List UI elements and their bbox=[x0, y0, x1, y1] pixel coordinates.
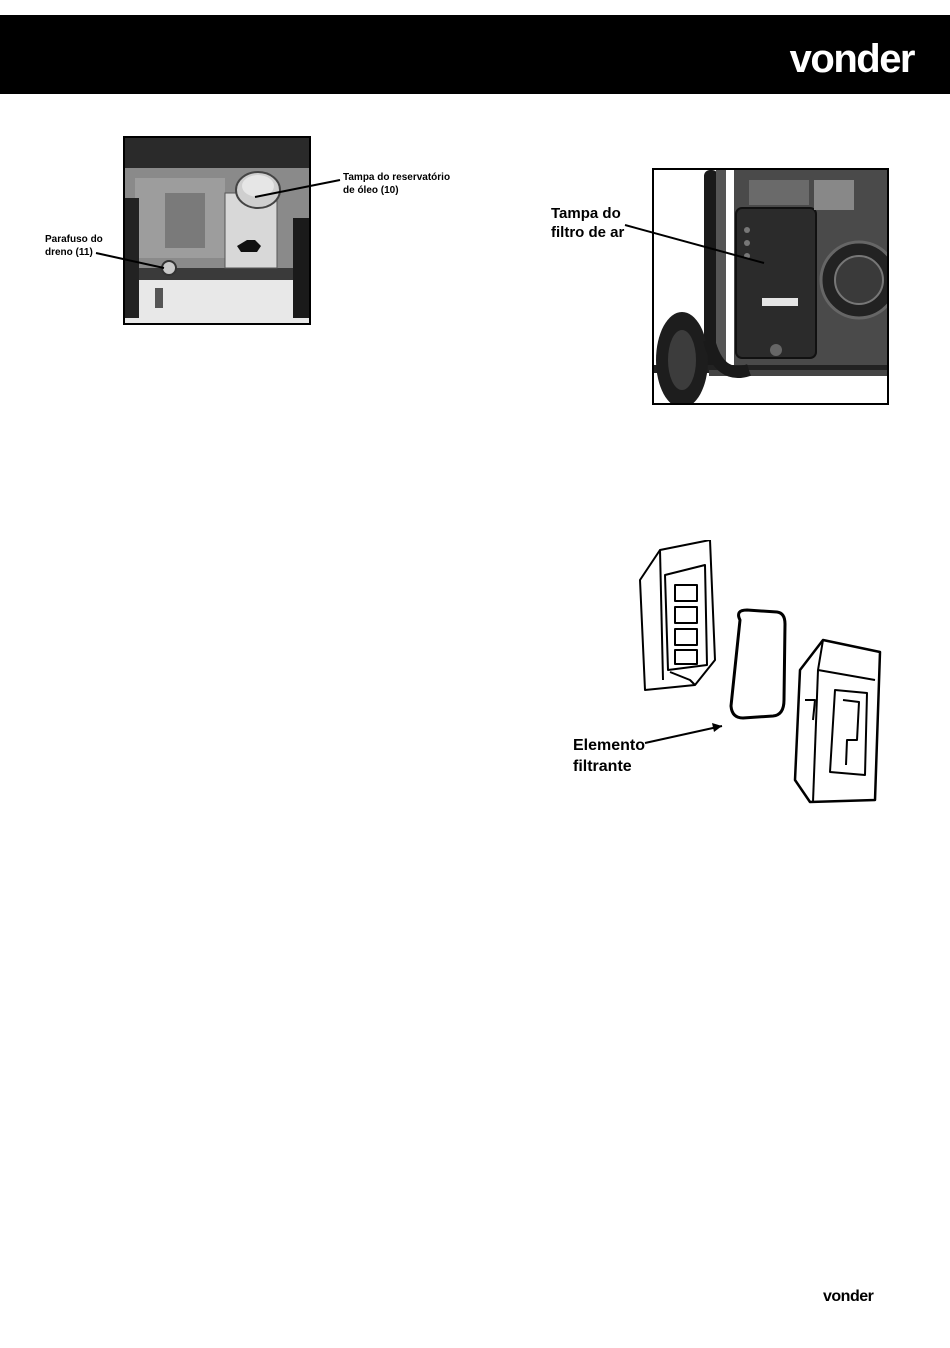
air-filter-cover-label bbox=[551, 204, 641, 242]
air-filter-cover-label-line1: Tampa do bbox=[551, 205, 621, 222]
air-filter-cover-label-line2: filtro de ar bbox=[551, 224, 625, 241]
footer-brand-logo: vonder bbox=[823, 1288, 874, 1305]
drain-screw-label bbox=[45, 233, 115, 259]
oil-cap-label-line1: Tampa do reservatório bbox=[343, 172, 451, 183]
oil-cap-label-line2: de óleo (10) bbox=[343, 185, 399, 196]
filter-element-label-line1: Elemento bbox=[573, 737, 646, 754]
filter-element-label bbox=[573, 735, 673, 777]
header-bar bbox=[0, 15, 950, 94]
filter-element-label-line2: filtrante bbox=[573, 758, 632, 775]
air-filter-cover-photo bbox=[652, 168, 889, 405]
filter-element-diagram bbox=[635, 540, 890, 810]
drain-screw-label-line2: dreno (11) bbox=[45, 247, 93, 258]
oil-reservoir-photo bbox=[123, 136, 311, 325]
drain-screw-label-line1: Parafuso do bbox=[45, 234, 103, 245]
brand-logo: vonder bbox=[789, 37, 914, 81]
oil-cap-label bbox=[343, 171, 463, 197]
